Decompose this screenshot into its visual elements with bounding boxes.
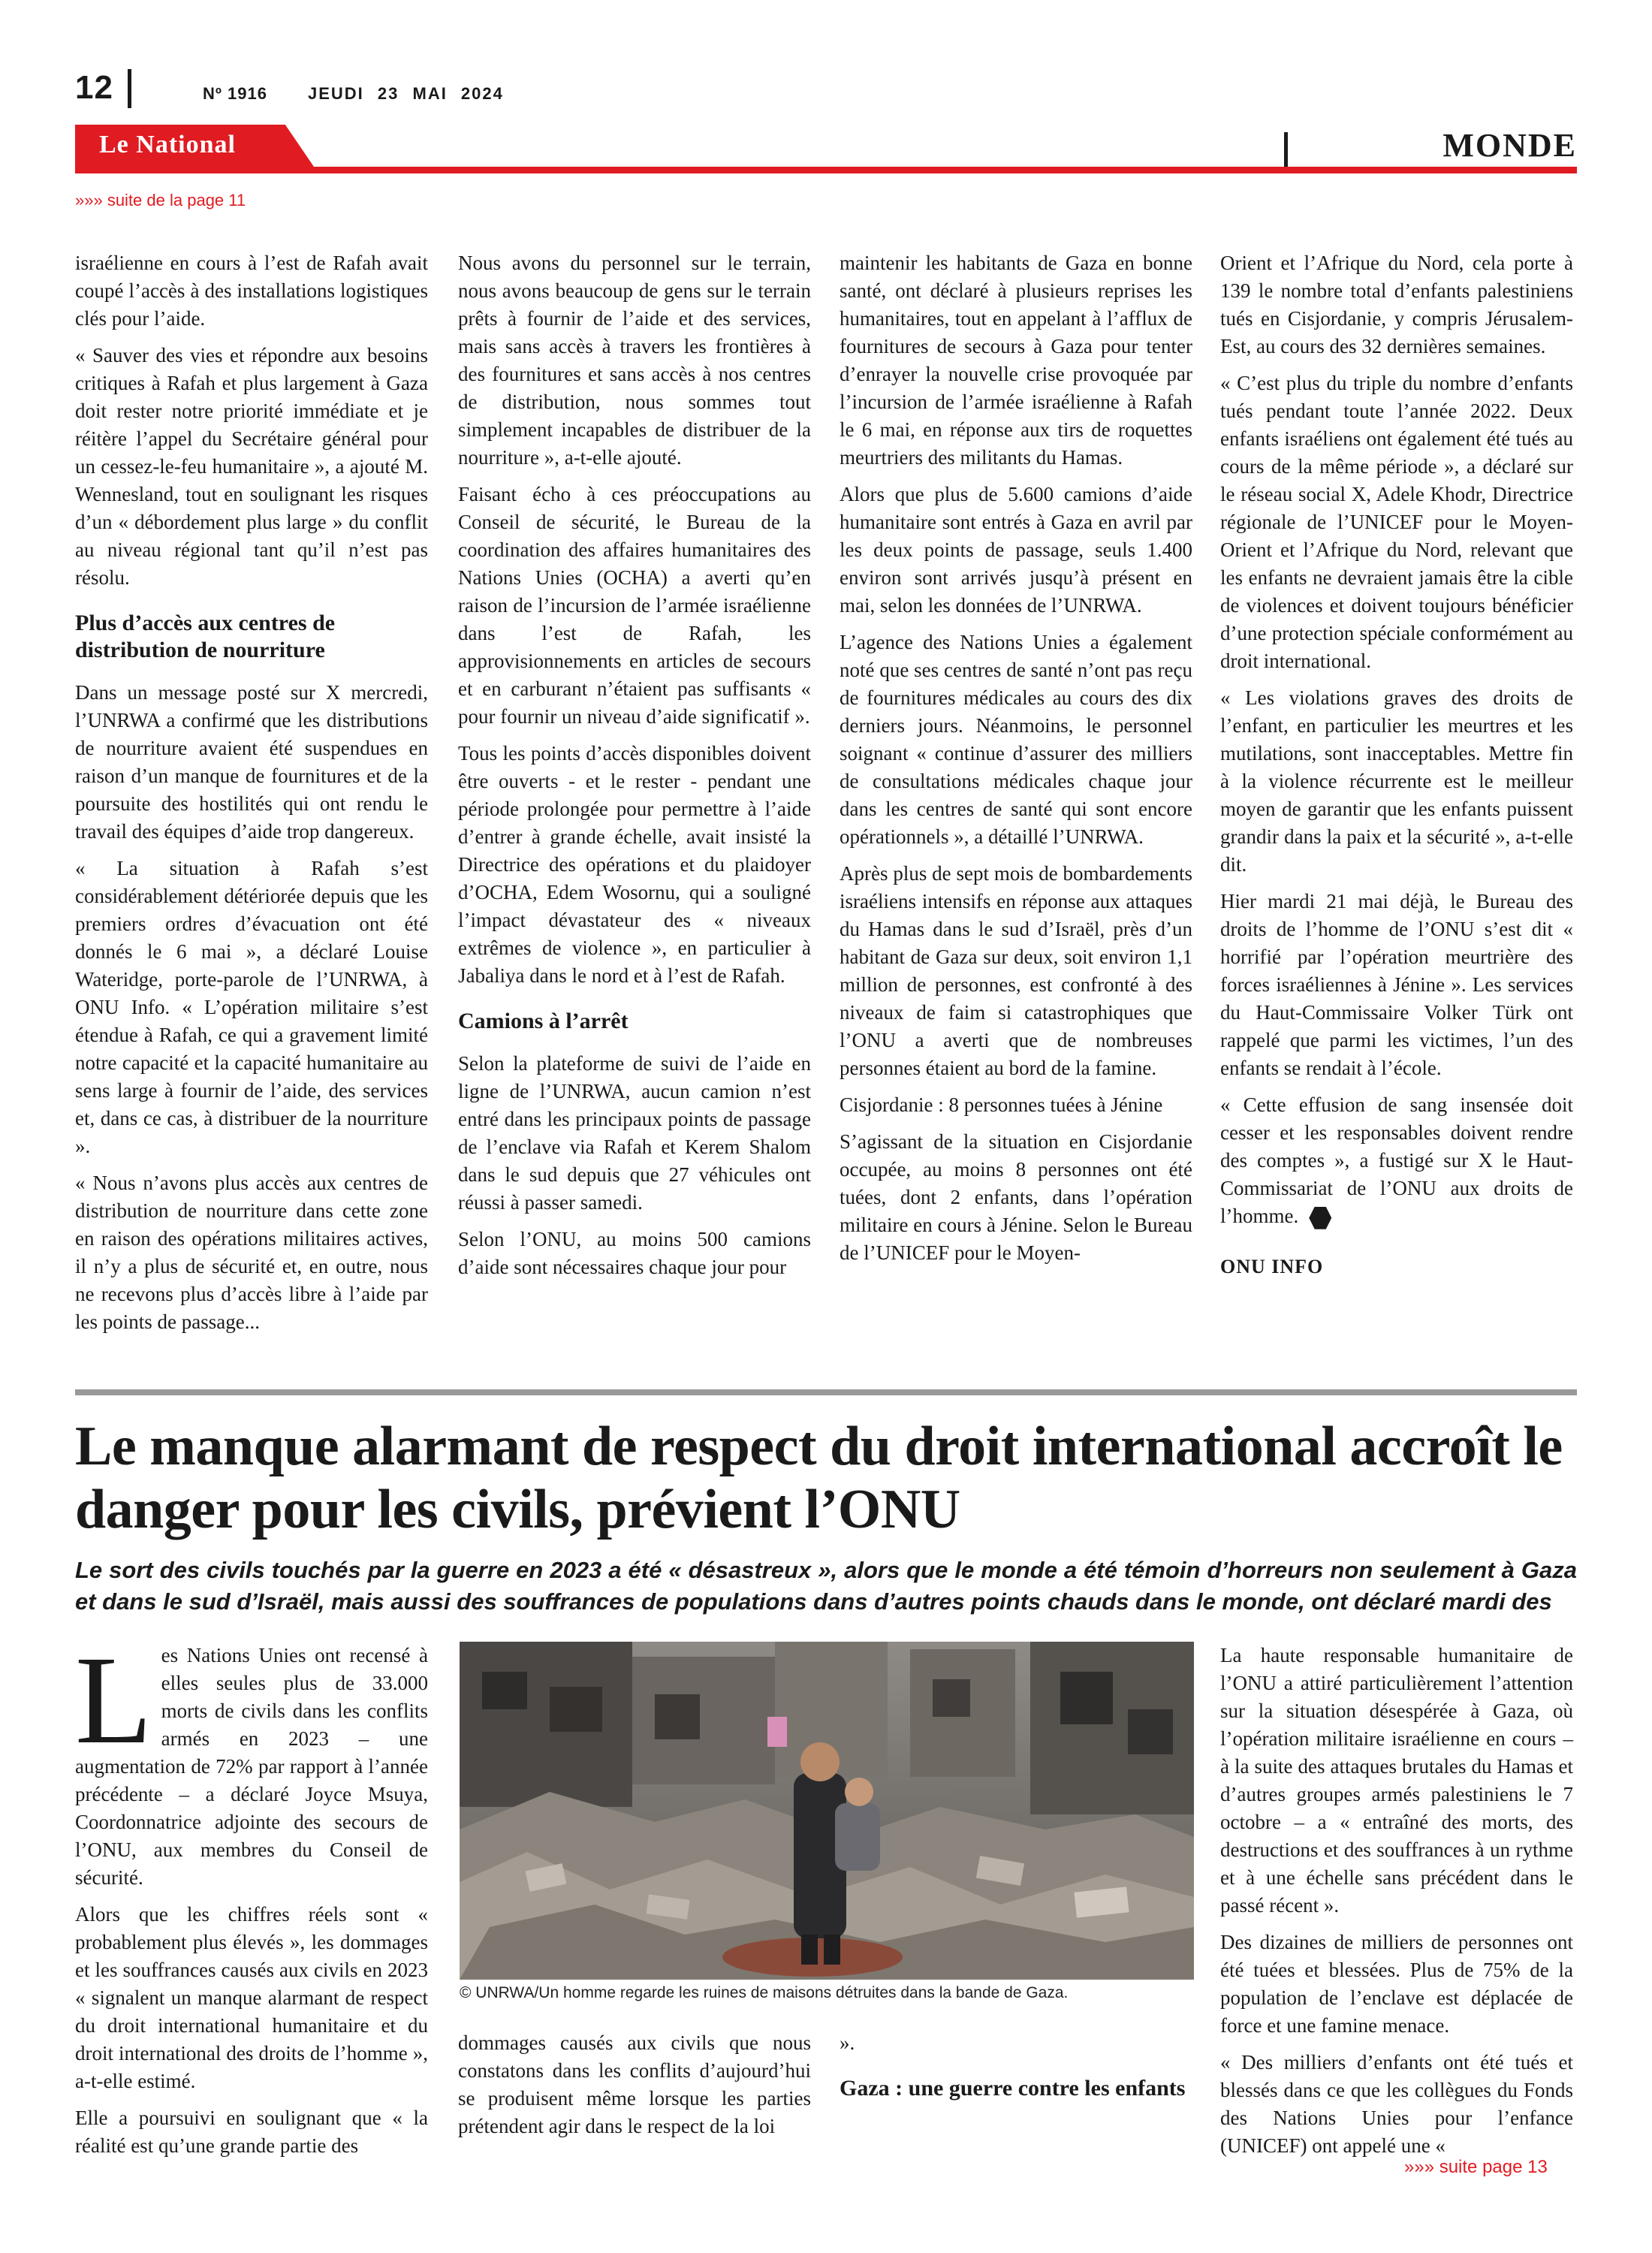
paragraph: Alors que plus de 5.600 camions d’aide humanitaire sont entrés à Gaza en avril par les deux points de passage, seuls 1.400 environ sont arrivés jusqu’à présent en mai, selon les données de l’UNRWA.: [840, 483, 1192, 617]
bottom-article-column-3: [840, 2029, 1192, 2117]
paragraph: Alors que les chiffres réels sont « probablement plus élevés », les dommages et les souffrances causés aux civils en 2023 « signalent un manque alarmant de respect du droit international humanitaire et du droit international des droits de l’homme », a-t-elle estimé.: [75, 1903, 428, 2092]
photo-caption: © UNRWA/Un homme regarde les ruines de maisons détruites dans la bande de Gaza.: [460, 1984, 1069, 2001]
end-of-article-icon: [1309, 1207, 1331, 1229]
continued-from-link[interactable]: »»» suite de la page 11: [75, 191, 246, 210]
bottom-article-column-2: [458, 2029, 811, 2149]
subheading: Camions à l’arrêt: [458, 1009, 629, 1033]
paragraph: dommages causés aux civils que nous constatons dans les conflits d’aujourd’hui se produisent même lorsque les parties prétendent agir dans le respect de la loi: [458, 2031, 811, 2137]
paragraph: Cisjordanie : 8 personnes tuées à Jénine: [840, 1093, 1163, 1116]
issue-date: JEUDI 23 MAI 2024: [308, 84, 504, 103]
paragraph: ».: [840, 2031, 855, 2054]
paragraph: Des dizaines de milliers de personnes ont été tuées et blessées. Plus de 75% de la population de l’enclave est déplacée de force et une famine menace.: [1220, 1931, 1573, 2037]
article-separator: [75, 1389, 1577, 1395]
paragraph: « C’est plus du triple du nombre d’enfants tués pendant toute l’année 2022. Deux enfants israéliens ont également été tués au cours de la même période », a déclaré sur le réseau social X, Adele Khodr, Directrice régionale de l’UNICEF pour le Moyen-Orient et l’Afrique du Nord, relevant que les enfants ne devraient jamais être la cible de violences et doivent toujours bénéficier d’une protection spéciale conformément au droit international.: [1220, 372, 1573, 672]
paragraph: Hier mardi 21 mai déjà, le Bureau des droits de l’homme de l’ONU s’est dit « horrifié par l’opération meurtrière des forces israéliennes à Jénine ». Les services du Haut-Commissaire Volker Türk ont rappelé que parmi les victimes, l’un des enfants se rendait à l’école.: [1220, 890, 1573, 1079]
article-photo: [460, 1642, 1194, 1980]
issue-number: Nº 1916: [203, 84, 267, 103]
article-headline: Le manque alarmant de respect du droit international accroît le danger pour les civils, prévient l’ONU: [75, 1416, 1563, 1540]
paragraph: Selon la plateforme de suivi de l’aide en ligne de l’UNRWA, aucun camion n’est entré dans les principaux points de passage de l’enclave via Rafah et Kerem Shalom dans le sud depuis que 27 véhicules ont réussi à passer samedi.: [458, 1052, 811, 1214]
paragraph: « Sauver des vies et répondre aux besoins critiques à Rafah et plus largement à Gaza doit rester notre priorité immédiate et je réitère l’appel du Secrétaire général pour un cessez-le-feu humanitaire », a ajouté M. Wennesland, tout en soulignant les risques d’un « débordement plus large » du conflit au niveau régional tant qu’il n’est pas résolu.: [75, 344, 428, 589]
paragraph: Dans un message posté sur X mercredi, l’UNRWA a confirmé que les distributions de nourriture avaient été suspendues en raison d’un manque de fournitures et de la poursuite des hostilités qui ont rendu le travail des équipes d’aide trop dangereux.: [75, 681, 428, 843]
paragraph: Nous avons du personnel sur le terrain, nous avons beaucoup de gens sur le terrain prêts à fournir de l’aide et des services, mais sans accès à travers les frontières à des fournitures et sans accès à nos centres de distribution, nous sommes tout simplement incapables de distribuer de la nourriture », a-t-elle ajouté.: [458, 252, 811, 469]
page-number: 12: [75, 69, 113, 106]
page-number-divider: [128, 69, 131, 108]
paragraph: Elle a poursuivi en soulignant que « la réalité est qu’une grande partie des: [75, 2107, 428, 2157]
section-title: MONDE: [1442, 127, 1577, 164]
paragraph: Après plus de sept mois de bombardements israéliens intensifs en réponse aux attaques du Hamas dans le sud d’Israël, près d’un habitant de Gaza sur deux, soit environ 1,1 million de personnes, est confronté à des niveaux de faim si catastrophiques que l’ONU a averti que de nombreuses personnes étaient au bord de la famine.: [840, 862, 1192, 1079]
header-rule: [75, 167, 1577, 173]
subheading: Gaza : une guerre contre les enfants: [840, 2076, 1186, 2101]
paragraph: maintenir les habitants de Gaza en bonne santé, ont déclaré à plusieurs reprises les humanitaires, tout en appelant à l’afflux de fournitures de secours à Gaza pour tenter d’enrayer la nouvelle crise provoquée par l’incursion de l’armée israélienne à Rafah le 6 mai, en réponse aux tirs de roquettes meurtriers des militants du Hamas.: [840, 252, 1192, 469]
paragraph: Selon l’ONU, au moins 500 camions d’aide sont nécessaires chaque jour pour: [458, 1228, 811, 1278]
top-article-column-4: [1220, 249, 1573, 1280]
paragraph: Tous les points d’accès disponibles doivent être ouverts - et le rester - pendant une période prolongée pour permettre à l’aide d’entrer à grande échelle, avait insisté la Directrice des opérations et du plaidoyer d’OCHA, Edem Wosornu, qui a souligné l’impact dévastateur des « niveaux extrêmes de violence », en particulier à Jabaliya dans le nord et à l’est de Rafah.: [458, 742, 811, 987]
paragraph: L’agence des Nations Unies a également noté que ses centres de santé n’ont pas reçu de fournitures médicales au cours des dix derniers jours. Néanmoins, le personnel soignant « continue d’assurer des milliers de consultations médicales chaque jour dans les centres de santé qui sont encore opérationnels », a détaillé l’UNRWA.: [840, 631, 1192, 848]
paragraph: « Nous n’avons plus accès aux centres de distribution de nourriture dans cette zone en raison des opérations militaires actives, il n’y a plus de sécurité et, en outre, nous ne recevons plus d’accès libre à l’aide par les points de passage...: [75, 1172, 428, 1333]
top-article-column-1: [75, 249, 428, 1345]
paragraph: Orient et l’Afrique du Nord, cela porte à 139 le nombre total d’enfants palestiniens tués en Cisjordanie, y compris Jérusalem-Est, au cours des 32 dernières semaines.: [1220, 252, 1573, 357]
paragraph-text: es Nations Unies ont recensé à elles seules plus de 33.000 morts de civils dans les conflits armés en 2023 – une augmentation de 72% par rapport à l’année précédente – a déclaré Joyce Msuya, Coordonnatrice adjointe des secours de l’ONU, aux membres du Conseil de sécurité.: [75, 1644, 428, 1889]
subheading: Plus d’accès aux centres de distribution de nourriture: [75, 611, 336, 662]
paragraph: La haute responsable humanitaire de l’ONU a attiré particulièrement l’attention sur la situation désespérée à Gaza, où l’opération militaire israélienne en cours – à la suite des attaques brutales du Hamas et d’autres groupes armés palestiniens le 7 octobre – a « entraîné des morts, des destructions et des souffrances à un rythme et à une échelle sans précédent dans le passé récent ».: [1220, 1644, 1573, 1917]
bottom-article-column-4: [1220, 1642, 1573, 2169]
continued-to-link[interactable]: »»» suite page 13: [1404, 2157, 1548, 2177]
brand-name: Le National: [99, 131, 236, 158]
paragraph: israélienne en cours à l’est de Rafah avait coupé l’accès à des installations logistiques clés pour l’aide.: [75, 252, 428, 330]
paragraph: « La situation à Rafah s’est considérablement détériorée depuis que les premiers ordres d’évacuation ont été donnés le 6 mai », a déclaré Louise Wateridge, porte-parole de l’UNRWA, à ONU Info. « L’opération militaire s’est étendue à Rafah, ce qui a gravement limité notre capacité et la capacité humanitaire au sens large à fournir de l’aide, des services et, dans ce cas, à distribuer de la nourriture ».: [75, 857, 428, 1157]
article-signature: ONU INFO: [1220, 1256, 1324, 1277]
rubble-scene-image: [460, 1642, 1194, 1980]
paragraph: [75, 1630, 428, 1892]
paragraph-text: « Cette effusion de sang insensée doit cesser et les responsables doivent rendre des comptes », a fustigé sur X le Haut-Commissariat de l’ONU aux droits de l’homme.: [1220, 1093, 1573, 1227]
paragraph: S’agissant de la situation en Cisjordanie occupée, au moins 8 personnes ont été tuées, dont 2 enfants, dans l’opération militaire en cours à Jénine. Selon le Bureau de l’UNICEF pour le Moyen-: [840, 1130, 1192, 1264]
drop-cap: L: [75, 1630, 152, 1770]
paragraph: Faisant écho à ces préoccupations au Conseil de sécurité, le Bureau de la coordination des affaires humanitaires des Nations Unies (OCHA) a averti qu’en raison de l’incursion de l’armée israélienne dans l’est de Rafah, les approvisionnements en articles de secours et en carburant n’étaient pas suffisants « pour fournir un niveau d’aide significatif ».: [458, 483, 811, 728]
article-lede: Le sort des civils touchés par la guerre en 2023 a été « désastreux », alors que le monde a été témoin d’horreurs non seulement à Gaza et dans le sud d’Israël, mais aussi des souffrances de populations dans d’autres points chauds dans le monde, ont déclaré mardi des: [75, 1557, 1577, 1615]
section-divider: [1284, 132, 1288, 167]
bottom-article-column-1: [75, 1630, 428, 2169]
paragraph: « Des milliers d’enfants ont été tués et blessés dans ce que les collègues du Fonds des Nations Unies pour l’enfance (UNICEF) ont appelé une «: [1220, 2051, 1573, 2157]
paragraph: [1220, 1091, 1573, 1230]
top-article-column-3: [840, 249, 1192, 1276]
top-article-column-2: [458, 249, 811, 1290]
paragraph: « Les violations graves des droits de l’enfant, en particulier les meurtres et les mutilations, sont inacceptables. Mettre fin à la violence récurrente est le meilleur moyen de garantir que les enfants puissent grandir dans la paix et la sécurité », a-t-elle dit.: [1220, 686, 1573, 876]
